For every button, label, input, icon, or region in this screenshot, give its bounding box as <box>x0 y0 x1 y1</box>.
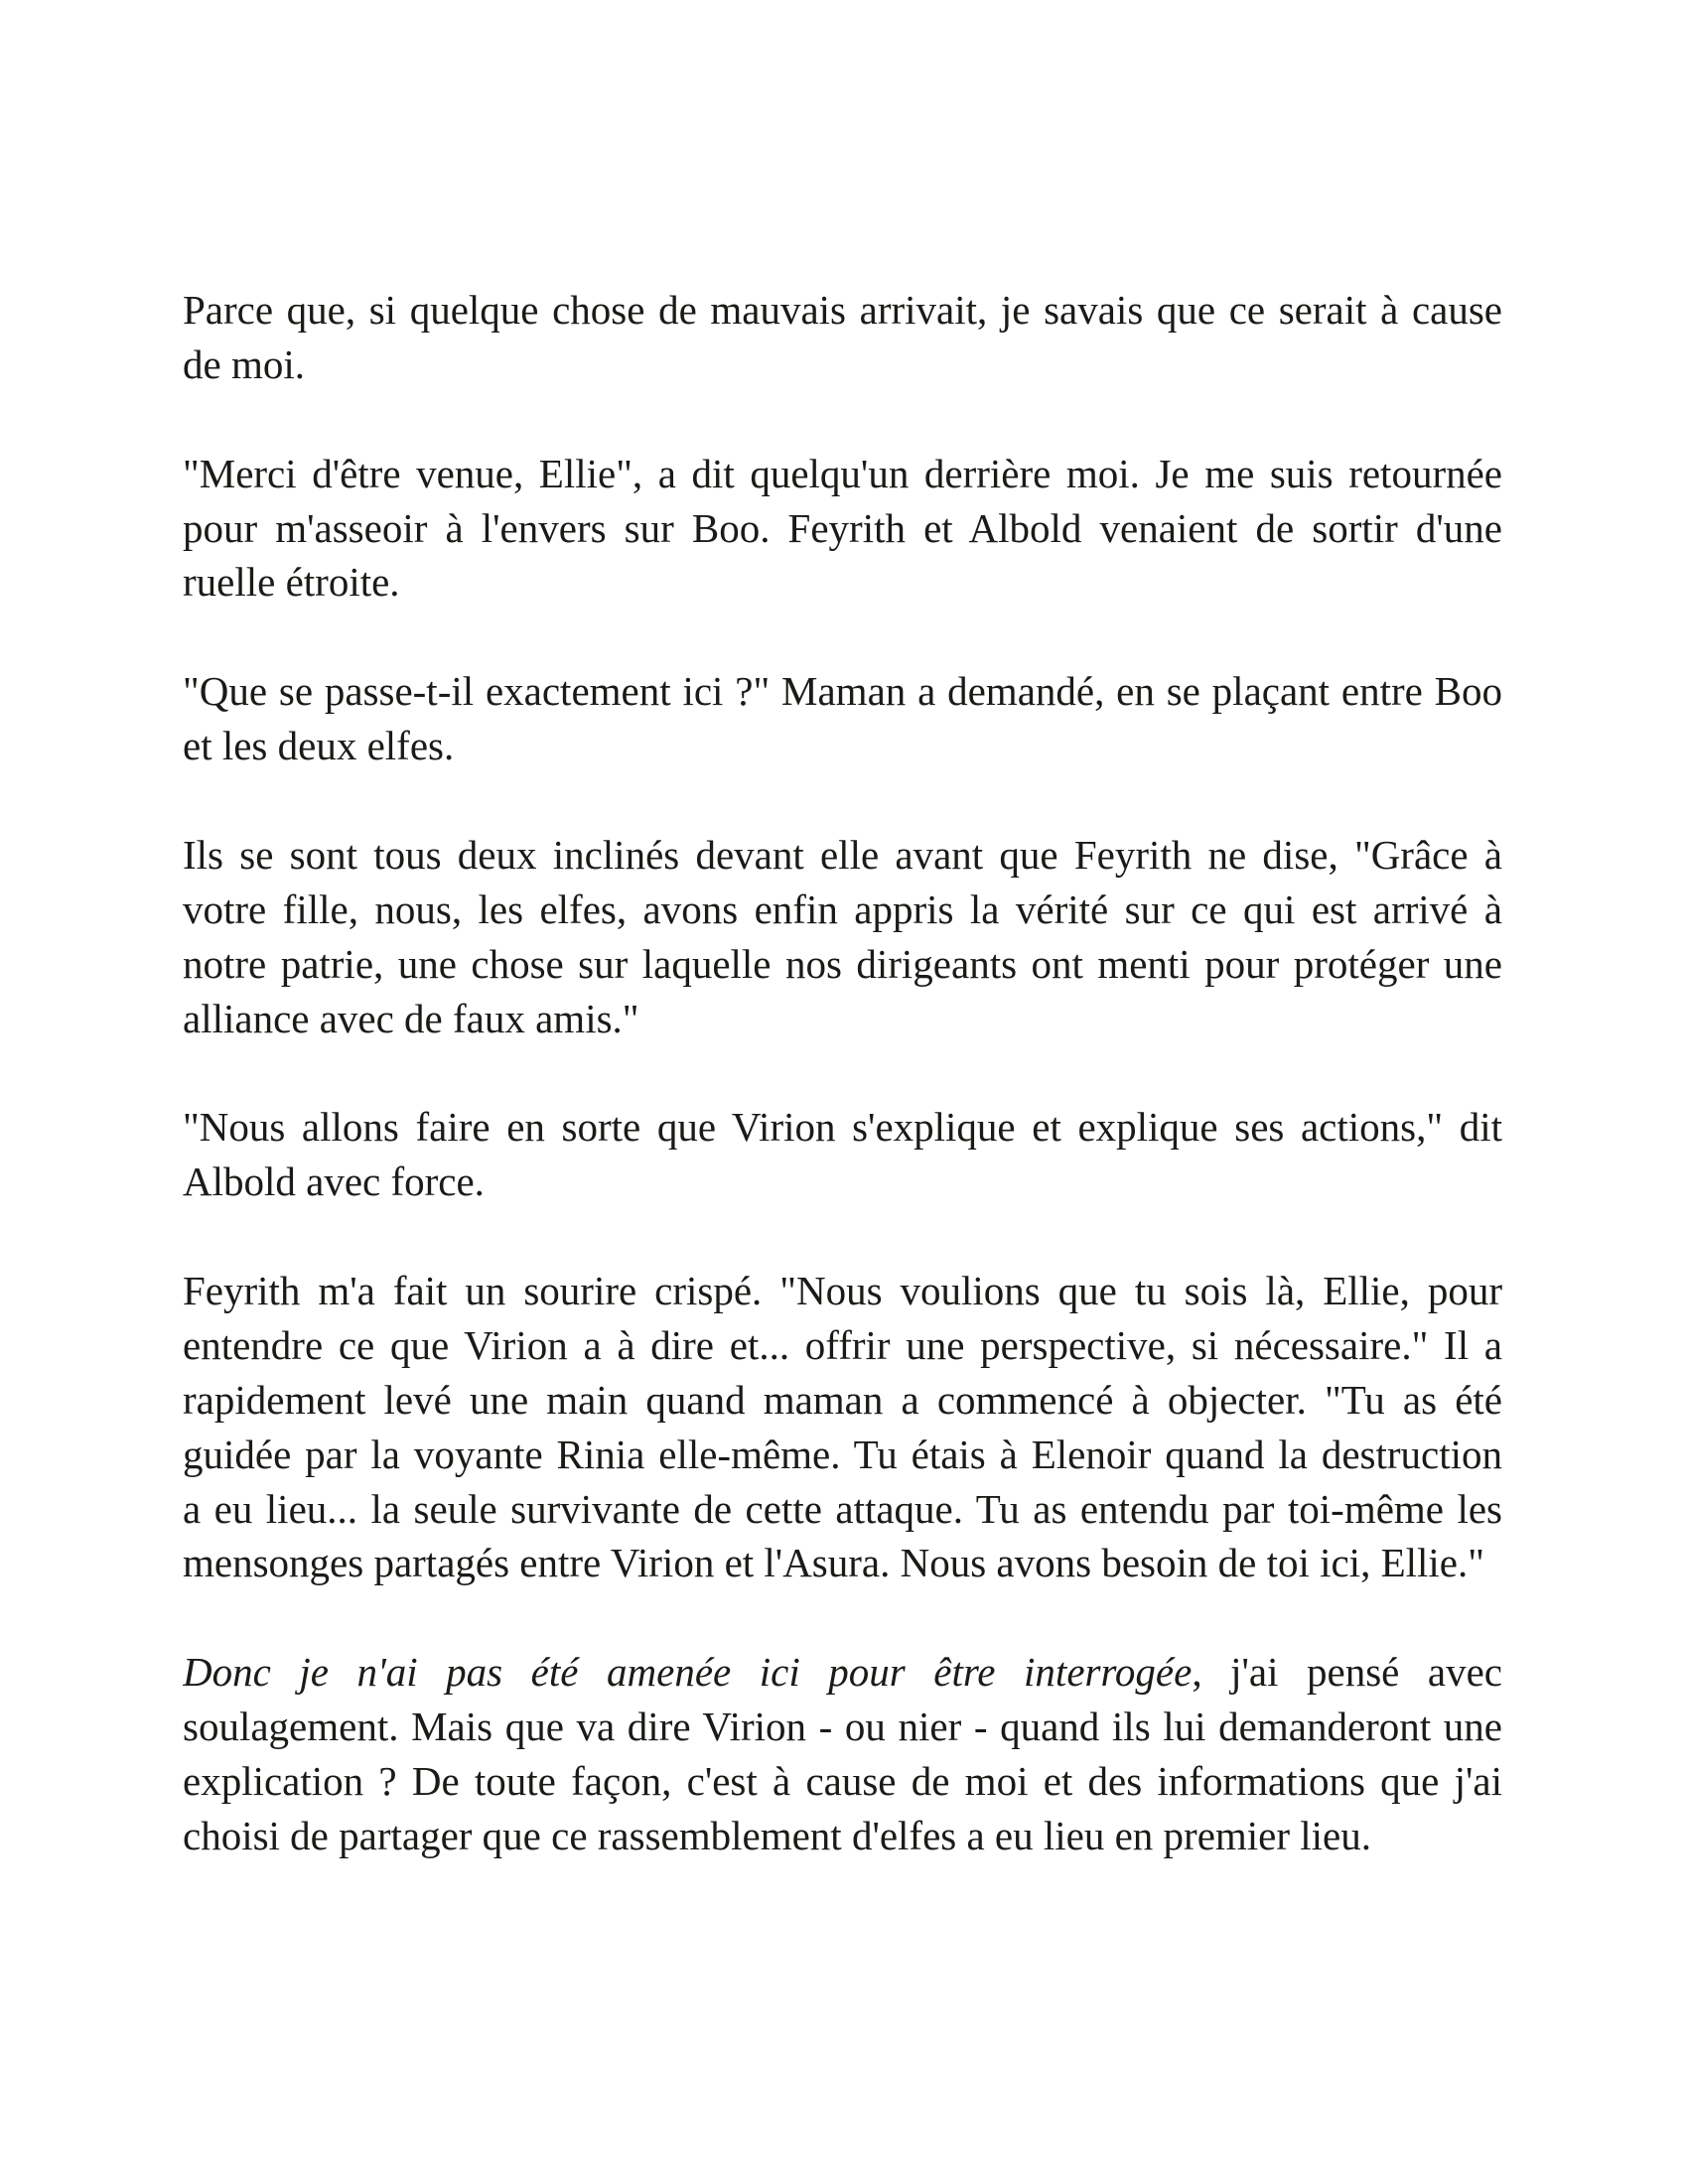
paragraph <box>183 1264 1502 1590</box>
text-line: Parce que, si quelque chose de mauvais arrivait, je savais que ce serait à cause <box>183 287 1502 333</box>
text-line <box>183 1645 1502 1700</box>
text-line: "Nous allons faire en sorte que Virion s'explique et explique ses actions," dit <box>183 1104 1502 1151</box>
text-line: a eu lieu... la seule survivante de cette attaque. Tu as entendu par toi-même les <box>183 1485 1502 1532</box>
paragraph <box>183 828 1502 1046</box>
text-line: choisi de partager que ce rassemblement d'elfes a eu lieu en premier lieu. <box>183 1812 1372 1858</box>
text-line: "Que se passe-t-il exactement ici ?" Maman a demandé, en se plaçant entre Boo <box>183 668 1502 715</box>
document-body <box>183 283 1502 1918</box>
text-line: guidée par la voyante Rinia elle-même. Tu étais à Elenoir quand la destruction <box>183 1431 1502 1477</box>
text-line: explication ? De toute façon, c'est à cause de moi et des informations que j'ai <box>183 1758 1502 1805</box>
text-line: mensonges partagés entre Virion et l'Asura. Nous avons besoin de toi ici, Ellie." <box>183 1540 1484 1586</box>
paragraph <box>183 664 1502 773</box>
text-line: "Merci d'être venue, Ellie", a dit quelqu'un derrière moi. Je me suis retournée <box>183 450 1502 496</box>
text-line: Ils se sont tous deux inclinés devant elle avant que Feyrith ne dise, "Grâce à <box>183 831 1502 878</box>
text-line: alliance avec de faux amis." <box>183 995 639 1041</box>
paragraph <box>183 1645 1502 1863</box>
text-line: Albold avec force. <box>183 1159 485 1205</box>
text-line: Feyrith m'a fait un sourire crispé. "Nous voulions que tu sois là, Ellie, pour <box>183 1268 1502 1314</box>
text-line: notre patrie, une chose sur laquelle nos dirigeants ont menti pour protéger une <box>183 940 1502 987</box>
paragraph <box>183 283 1502 392</box>
text-line: de moi. <box>183 341 305 387</box>
text-segment: , j'ai pensé avec <box>1192 1649 1502 1696</box>
text-line: soulagement. Mais que va dire Virion - ou nier - quand ils lui demanderont une <box>183 1704 1502 1750</box>
italic-thought: Donc je n'ai pas été amenée ici pour être interrogée <box>183 1649 1193 1696</box>
paragraph <box>183 447 1502 611</box>
text-line: pour m'asseoir à l'envers sur Boo. Feyrith et Albold venaient de sortir d'une <box>183 504 1502 551</box>
paragraph <box>183 1100 1502 1209</box>
text-line: et les deux elfes. <box>183 723 455 769</box>
text-line: entendre ce que Virion a à dire et... offrir une perspective, si nécessaire." Il a <box>183 1321 1502 1368</box>
text-line: votre fille, nous, les elfes, avons enfin appris la vérité sur ce qui est arrivé à <box>183 886 1502 932</box>
text-line: rapidement levé une main quand maman a commencé à objecter. "Tu as été <box>183 1376 1502 1423</box>
text-line: ruelle étroite. <box>183 559 400 606</box>
